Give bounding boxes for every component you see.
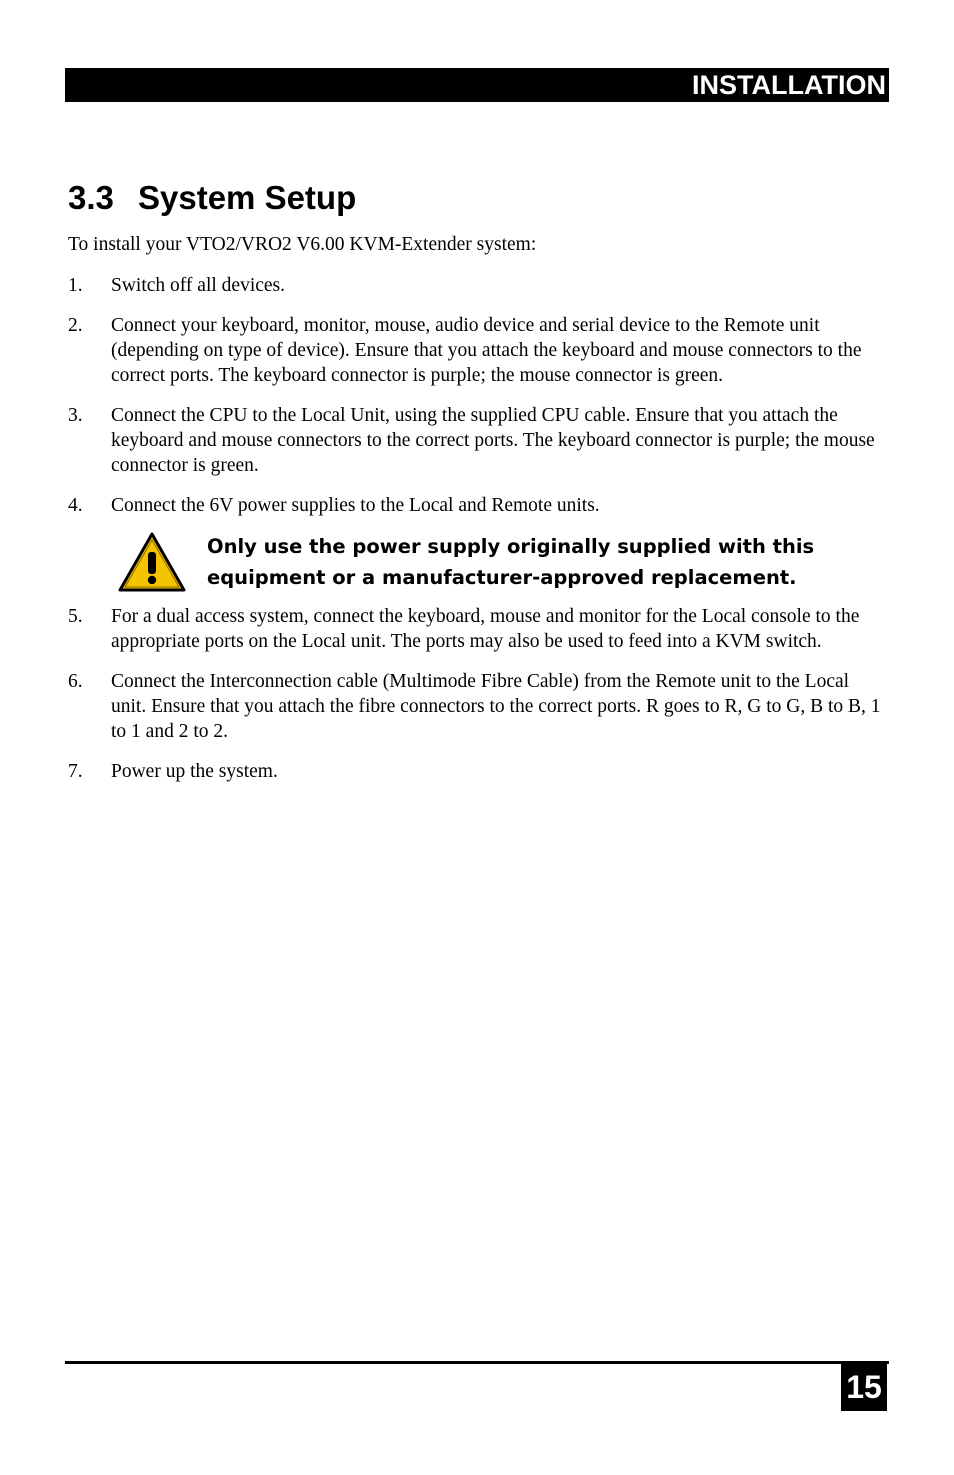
step-text: Connect the CPU to the Local Unit, using the supplied CPU cable. Ensure that you attach the keyboard and mouse connectors to the correct ports. The keyboard connector is purple; the mouse connector is green. xyxy=(111,405,875,476)
step-text: Switch off all devices. xyxy=(111,275,286,296)
warning-text xyxy=(207,531,814,593)
list-item-step-4 xyxy=(68,493,888,518)
step-text: Connect your keyboard, monitor, mouse, audio device and serial device to the Remote unit (depending on type of device). Ensure that you attach the keyboard and mouse connectors to the correct ports. The keyboard connector is purple; the mouse connector is green. xyxy=(111,315,862,386)
step-number: 5. xyxy=(68,606,83,627)
step-text: For a dual access system, connect the keyboard, mouse and monitor for the Local console to the appropriate ports on the Local unit. The ports may also be used to feed into a KVM switch. xyxy=(111,606,860,652)
list-item-step-1 xyxy=(68,273,888,298)
header-title: INSTALLATION xyxy=(692,70,886,100)
list-item-step-2 xyxy=(68,313,888,388)
list-item-step-6 xyxy=(68,669,888,744)
power-supply-warning xyxy=(118,531,888,593)
header-bar xyxy=(65,68,889,102)
step-number: 3. xyxy=(68,405,83,426)
setup-steps-list xyxy=(68,273,888,799)
list-item-step-5 xyxy=(68,604,888,654)
warning-line-1: Only use the power supply originally supplied with this xyxy=(207,535,815,558)
list-item-step-7 xyxy=(68,759,888,784)
footer-rule xyxy=(65,1361,889,1364)
list-item-step-3 xyxy=(68,403,888,478)
step-text: Power up the system. xyxy=(111,761,278,782)
warning-line-2: equipment or a manufacturer-approved replacement. xyxy=(207,566,797,589)
section-title: System Setup xyxy=(138,179,357,216)
intro-paragraph: To install your VTO2/VRO2 V6.00 KVM-Extender system: xyxy=(68,234,537,255)
step-number: 1. xyxy=(68,275,83,296)
section-heading xyxy=(68,178,356,218)
page-number: 15 xyxy=(841,1363,887,1411)
step-number: 2. xyxy=(68,315,83,336)
step-text: Connect the Interconnection cable (Multimode Fibre Cable) from the Remote unit to the Local unit. Ensure that you attach the fibre connectors to the correct ports. R goes to R, G to G, B to B, 1 to 1 and 2 to 2. xyxy=(111,671,881,742)
step-number: 6. xyxy=(68,671,83,692)
warning-triangle-icon xyxy=(118,532,186,592)
step-number: 7. xyxy=(68,761,83,782)
section-number: 3.3 xyxy=(68,179,114,216)
step-text: Connect the 6V power supplies to the Local and Remote units. xyxy=(111,495,600,516)
step-number: 4. xyxy=(68,495,83,516)
